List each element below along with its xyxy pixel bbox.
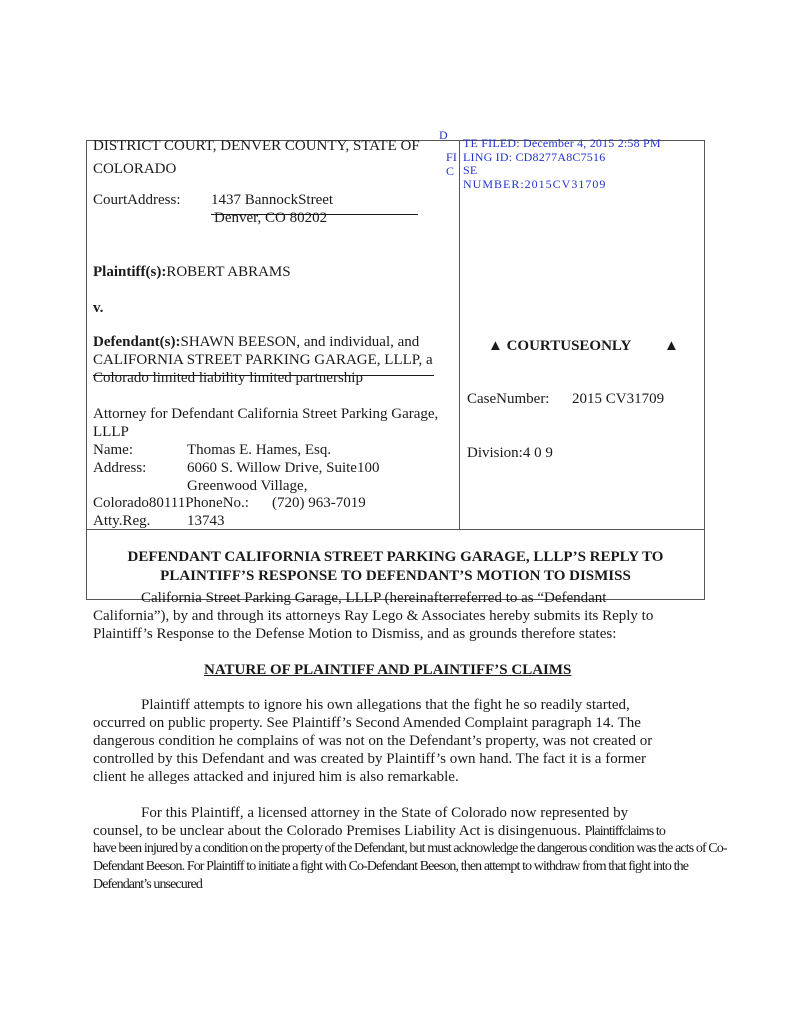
p2-line4: Defendant Beeson. For Plaintiff to initiate a fight with Co-Defendant Beeson, then attempt to withdraw from that fight into the xyxy=(93,859,689,874)
court-use-arrow: ▲ xyxy=(664,338,679,354)
p2-line1: For this Plaintiff, a licensed attorney in the State of Colorado now represented by xyxy=(141,805,629,821)
p1-line4: controlled by this Defendant and was created by Plaintiff’s own hand. The fact it is a former xyxy=(93,751,647,767)
document-title xyxy=(86,548,705,586)
p2-line3: have been injured by a condition on the property of the Defendant, but must acknowledge the dangerous condition was the acts of Co- xyxy=(93,841,727,856)
p2-line2 xyxy=(93,823,665,840)
attorney-address-line1: 6060 S. Willow Drive, Suite100 xyxy=(187,460,380,476)
caption-column-divider xyxy=(459,140,460,530)
caption-row-divider xyxy=(86,529,705,530)
court-name-line2: COLORADO xyxy=(93,161,177,177)
attorney-for-line2: LLLP xyxy=(93,424,129,440)
p2-line5: Defendant’s unsecured xyxy=(93,877,202,892)
stamp-d: D xyxy=(439,128,448,142)
versus: v. xyxy=(93,300,104,316)
attorney-address-line2: Greenwood Village, xyxy=(187,478,308,494)
attorney-address-line3: Colorado80111PhoneNo.: xyxy=(93,495,249,511)
division: Division:4 0 9 xyxy=(467,445,553,461)
defendant-line1 xyxy=(93,334,419,351)
attorney-reg-number: 13743 xyxy=(187,513,225,529)
p1-line1: Plaintiff attempts to ignore his own allegations that the fight he so readily started, xyxy=(141,697,630,713)
plaintiff-line xyxy=(93,264,291,281)
attorney-reg-label: Atty.Reg. xyxy=(93,513,151,529)
stamp-filing-id: LING ID: CD8277A8C7516 xyxy=(463,150,606,164)
p1-line3: dangerous condition he complains of was not on the Defendant’s property, was not created or xyxy=(93,733,653,749)
p1-line5: client he alleges attacked and injured him is also remarkable. xyxy=(93,769,459,785)
plaintiff-label: Plaintiff(s): xyxy=(93,264,167,280)
attorney-address-label: Address: xyxy=(93,460,147,476)
defendant-label: Defendant(s): xyxy=(93,334,181,350)
defendant-line2: CALIFORNIA STREET PARKING GARAGE, LLLP, a xyxy=(93,352,433,368)
court-address-line1: 1437 BannockStreet xyxy=(211,192,334,208)
intro-line2: California”), by and through its attorneys Ray Lego & Associates hereby submits its Reply to xyxy=(93,608,654,624)
p1-line2: occurred on public property. See Plaintiff’s Second Amended Complaint paragraph 14. The xyxy=(93,715,641,731)
document-title-line1: DEFENDANT CALIFORNIA STREET PARKING GARAGE, LLLP’S REPLY TO xyxy=(127,549,664,565)
court-address-label: CourtAddress: xyxy=(93,192,181,208)
attorney-phone: (720) 963-7019 xyxy=(272,495,366,511)
case-number-value: 2015 CV31709 xyxy=(572,391,665,407)
section-heading: NATURE OF PLAINTIFF AND PLAINTIFF’S CLAIMS xyxy=(204,662,572,678)
p2-line2-cramped: Plaintiffclaims to xyxy=(584,824,665,839)
attorney-name-label: Name: xyxy=(93,442,133,458)
intro-line1: California Street Parking Garage, LLLP (hereinafterreferred to as “Defendant xyxy=(141,590,607,606)
stamp-case-number: NUMBER:2015CV31709 xyxy=(463,177,607,191)
court-name-line1: DISTRICT COURT, DENVER COUNTY, STATE OF xyxy=(93,138,420,154)
p2-line2-text: counsel, to be unclear about the Colorado Premises Liability Act is disingenuous. xyxy=(93,823,581,839)
defendant-names: SHAWN BEESON, and individual, and xyxy=(180,334,420,350)
stamp-c: C xyxy=(446,164,455,178)
defendant-line3: Colorado limited liability limited partnership xyxy=(93,370,363,386)
stamp-se: SE xyxy=(463,163,478,177)
stamp-fi: FI xyxy=(446,150,458,164)
attorney-for-line1: Attorney for Defendant California Street Parking Garage, xyxy=(93,406,439,422)
attorney-name: Thomas E. Hames, Esq. xyxy=(187,442,332,458)
stamp-date-filed: TE FILED: December 4, 2015 2:58 PM xyxy=(463,136,661,150)
document-title-line2: PLAINTIFF’S RESPONSE TO DEFENDANT’S MOTION TO DISMISS xyxy=(160,568,631,584)
case-number-label: CaseNumber: xyxy=(467,391,550,407)
plaintiff-name: ROBERT ABRAMS xyxy=(166,264,291,280)
court-use-only: ▲ COURTUSEONLY xyxy=(488,338,632,354)
intro-line3: Plaintiff’s Response to the Defense Motion to Dismiss, and as grounds therefore states: xyxy=(93,626,617,642)
court-address-line2: Denver, CO 80202 xyxy=(214,210,328,226)
